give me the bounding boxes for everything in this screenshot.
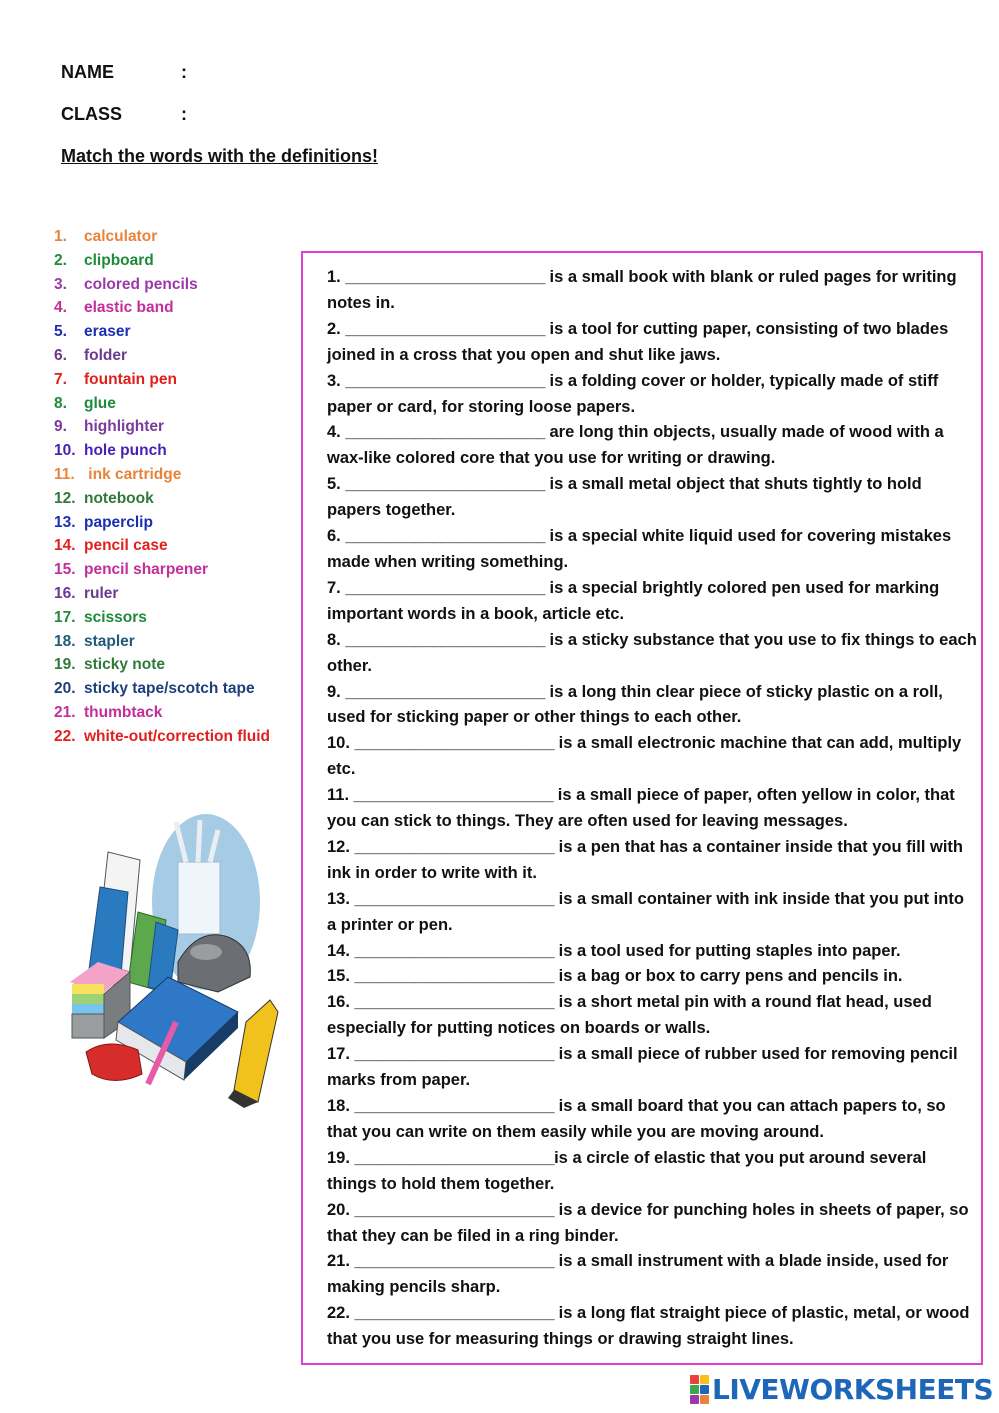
answer-blank[interactable]: _______________________ <box>354 837 555 856</box>
word-number: 8. <box>54 394 67 412</box>
word-list-item <box>54 371 270 395</box>
definition-item <box>327 524 977 576</box>
definition-number: 15. <box>327 967 350 986</box>
definition-text: is a short metal pin with a round flat head, used especially for putting notices on boards or walls. <box>327 993 932 1038</box>
word-text: sticky note <box>84 656 165 674</box>
definition-number: 5. <box>327 475 341 494</box>
answer-blank[interactable]: _______________________ <box>354 889 555 908</box>
answer-blank[interactable]: _______________________ <box>345 578 545 597</box>
definition-number: 9. <box>327 682 341 701</box>
definition-number: 20. <box>327 1200 350 1219</box>
definition-text: is a tool for cutting paper, consisting of two blades joined in a cross that you open and shut like jaws. <box>327 319 949 364</box>
answer-blank[interactable]: _______________________ <box>354 993 555 1012</box>
answer-blank[interactable]: _______________________ <box>345 371 545 390</box>
word-list <box>54 228 270 752</box>
word-text: pencil case <box>84 537 168 555</box>
word-number: 6. <box>54 346 67 364</box>
definition-number: 14. <box>327 941 350 960</box>
definition-item <box>327 1198 977 1250</box>
word-list-item <box>54 585 270 609</box>
definition-text: is a bag or box to carry pens and pencils in. <box>554 967 903 986</box>
definition-number: 8. <box>327 630 341 649</box>
definition-text: is a special white liquid used for covering mistakes made when writing something. <box>327 527 952 571</box>
definition-number: 16. <box>327 993 350 1012</box>
name-field <box>61 62 187 83</box>
class-label: CLASS <box>61 104 123 124</box>
answer-blank[interactable]: _______________________ <box>345 630 545 649</box>
definition-item <box>327 1042 977 1094</box>
definition-item <box>327 420 977 472</box>
definition-text: is a small board that you can attach papers to, so that you can write on them easily while you are moving around. <box>327 1097 946 1141</box>
definition-number: 1. <box>327 268 341 286</box>
liveworksheets-logo <box>690 1372 993 1406</box>
word-text: ink cartridge <box>84 465 182 483</box>
definition-item <box>327 1301 977 1353</box>
answer-blank[interactable]: _______________________ <box>354 1304 555 1323</box>
word-text: glue <box>84 394 116 412</box>
liveworksheets-mark-icon <box>690 1375 709 1404</box>
definition-item <box>327 1249 977 1301</box>
definition-number: 18. <box>327 1097 350 1115</box>
word-text: pencil sharpener <box>84 561 209 579</box>
definitions-box <box>301 251 983 1365</box>
answer-blank[interactable]: _______________________ <box>353 786 554 805</box>
word-list-item <box>54 228 270 252</box>
word-number: 16. <box>54 584 76 602</box>
school-supplies-clipart-icon <box>58 812 282 1112</box>
word-list-item <box>54 252 270 276</box>
word-number: 5. <box>54 323 67 341</box>
definition-text: is a device for punching holes in sheets of paper, so that they can be filed in a ring binder. <box>327 1200 969 1245</box>
definition-number: 6. <box>327 527 341 546</box>
word-number: 11. <box>54 465 75 483</box>
word-text: fountain pen <box>84 370 177 388</box>
word-number: 22. <box>54 727 76 745</box>
word-list-item <box>54 466 270 490</box>
word-text: ruler <box>84 584 119 602</box>
definition-text: is a small metal object that shuts tightly to hold papers together. <box>327 475 922 520</box>
definition-number: 7. <box>327 578 341 597</box>
definition-text: is a circle of elastic that you put around several things to hold them together. <box>327 1148 927 1193</box>
word-number: 14. <box>54 537 76 555</box>
instruction-text: Match the words with the definitions! <box>61 146 378 166</box>
definition-item <box>327 783 977 835</box>
word-text: clipboard <box>84 251 154 269</box>
word-number: 9. <box>54 418 67 436</box>
definition-number: 2. <box>327 319 341 338</box>
word-list-item <box>54 728 270 752</box>
word-number: 21. <box>54 703 76 721</box>
definition-text: is a small book with blank or ruled pages for writing notes in. <box>327 268 957 312</box>
definition-text: is a tool used for putting staples into paper. <box>554 941 901 960</box>
definition-text: is a long flat straight piece of plastic, metal, or wood that you use for measuring things or drawing straight lines. <box>327 1304 970 1349</box>
answer-blank[interactable]: _______________________ <box>354 967 555 986</box>
word-list-item <box>54 395 270 419</box>
answer-blank[interactable]: _______________________ <box>354 1252 555 1271</box>
definition-item <box>327 1146 977 1198</box>
word-text: scissors <box>84 608 147 626</box>
definition-item <box>327 964 977 990</box>
word-list-item <box>54 276 270 300</box>
word-list-item <box>54 704 270 728</box>
word-text: elastic band <box>84 299 174 317</box>
word-number: 13. <box>54 513 76 531</box>
definition-item <box>327 835 977 887</box>
word-text: colored pencils <box>84 275 198 293</box>
answer-blank[interactable]: _______________________ <box>345 475 545 494</box>
word-text: hole punch <box>84 442 167 460</box>
answer-blank[interactable]: _______________________ <box>354 941 555 960</box>
word-list-item <box>54 609 270 633</box>
definition-text: is a small piece of rubber used for removing pencil marks from paper. <box>327 1045 958 1090</box>
word-list-item <box>54 490 270 514</box>
definition-item <box>327 990 977 1042</box>
definition-item <box>327 265 977 317</box>
word-text: thumbtack <box>84 703 163 721</box>
word-text: highlighter <box>84 418 165 436</box>
definition-text: is a special brightly colored pen used for marking important words in a book, article etc. <box>327 578 940 623</box>
definition-text: is a small container with ink inside that you put into a printer or pen. <box>327 889 964 934</box>
word-text: notebook <box>84 489 154 507</box>
class-colon: : <box>181 104 187 124</box>
word-text: paperclip <box>84 513 153 531</box>
definitions-list <box>327 265 977 1353</box>
word-text: sticky tape/scotch tape <box>84 680 255 698</box>
definition-number: 3. <box>327 371 341 390</box>
definition-number: 13. <box>327 889 350 908</box>
definition-text: is a pen that has a container inside that you fill with ink in order to write with it. <box>327 837 963 882</box>
word-number: 20. <box>54 680 76 698</box>
definition-number: 11. <box>327 786 350 805</box>
word-list-item <box>54 323 270 347</box>
class-field <box>61 104 187 125</box>
definition-number: 10. <box>327 734 350 753</box>
answer-blank[interactable]: _______________________ <box>345 527 545 546</box>
word-number: 15. <box>54 561 76 579</box>
word-list-item <box>54 561 270 585</box>
word-number: 1. <box>54 228 67 245</box>
definition-number: 4. <box>327 423 341 442</box>
word-number: 3. <box>54 275 67 293</box>
name-colon: : <box>181 62 187 82</box>
definition-item <box>327 680 977 732</box>
definition-item <box>327 576 977 628</box>
word-list-item <box>54 418 270 442</box>
word-number: 2. <box>54 251 67 269</box>
word-list-item <box>54 442 270 466</box>
definition-number: 21. <box>327 1252 350 1271</box>
definition-text: is a long thin clear piece of sticky plastic on a roll, used for sticking paper or other things to each other. <box>327 682 943 727</box>
answer-blank[interactable]: _______________________ <box>354 1148 555 1167</box>
word-list-item <box>54 680 270 704</box>
definition-text: are long thin objects, usually made of wood with a wax-like colored core that you use for writing or drawing. <box>327 423 944 468</box>
definition-text: is a small piece of paper, often yellow in color, that you can stick to things. They are often used for leaving messages. <box>327 786 955 831</box>
word-number: 17. <box>54 608 76 626</box>
word-list-item <box>54 347 270 371</box>
definition-number: 17. <box>327 1045 350 1064</box>
word-number: 10. <box>54 442 76 460</box>
word-number: 19. <box>54 656 76 674</box>
definition-item <box>327 1094 977 1146</box>
definition-item <box>327 731 977 783</box>
name-label: NAME <box>61 62 114 82</box>
answer-blank[interactable]: _______________________ <box>354 1097 555 1115</box>
definition-item <box>327 317 977 369</box>
word-text: folder <box>84 346 128 364</box>
word-number: 4. <box>54 299 67 317</box>
liveworksheets-logo-text: LIVEWORKSHEETS <box>712 1372 994 1406</box>
definition-number: 22. <box>327 1304 350 1323</box>
definition-text: is a small electronic machine that can add, multiply etc. <box>327 734 962 779</box>
word-list-item <box>54 656 270 680</box>
definition-text: is a sticky substance that you use to fix things to each other. <box>327 630 977 675</box>
word-list-item <box>54 299 270 323</box>
definition-item <box>327 628 977 680</box>
word-text: white-out/correction fluid <box>84 727 270 745</box>
word-text: stapler <box>84 632 135 650</box>
definition-text: is a folding cover or holder, typically made of stiff paper or card, for storing loose papers. <box>327 371 939 416</box>
word-list-item <box>54 537 270 561</box>
answer-blank[interactable]: _______________________ <box>345 319 545 338</box>
definition-number: 19. <box>327 1148 350 1167</box>
definition-item <box>327 369 977 421</box>
word-text: eraser <box>84 323 131 341</box>
answer-blank[interactable]: _______________________ <box>354 734 555 753</box>
word-number: 18. <box>54 632 76 650</box>
answer-blank[interactable]: _______________________ <box>354 1045 555 1064</box>
definition-text: is a small instrument with a blade inside, used for making pencils sharp. <box>327 1252 949 1297</box>
word-number: 12. <box>54 489 76 507</box>
answer-blank[interactable]: _______________________ <box>345 423 545 442</box>
definition-item <box>327 939 977 965</box>
answer-blank[interactable]: _______________________ <box>345 682 545 701</box>
word-number: 7. <box>54 370 67 388</box>
definition-item <box>327 887 977 939</box>
answer-blank[interactable]: _______________________ <box>354 1200 555 1219</box>
definition-item <box>327 472 977 524</box>
word-list-item <box>54 514 270 538</box>
definition-number: 12. <box>327 837 350 856</box>
word-list-item <box>54 633 270 657</box>
word-text: calculator <box>84 228 158 245</box>
answer-blank[interactable]: _______________________ <box>345 268 545 286</box>
